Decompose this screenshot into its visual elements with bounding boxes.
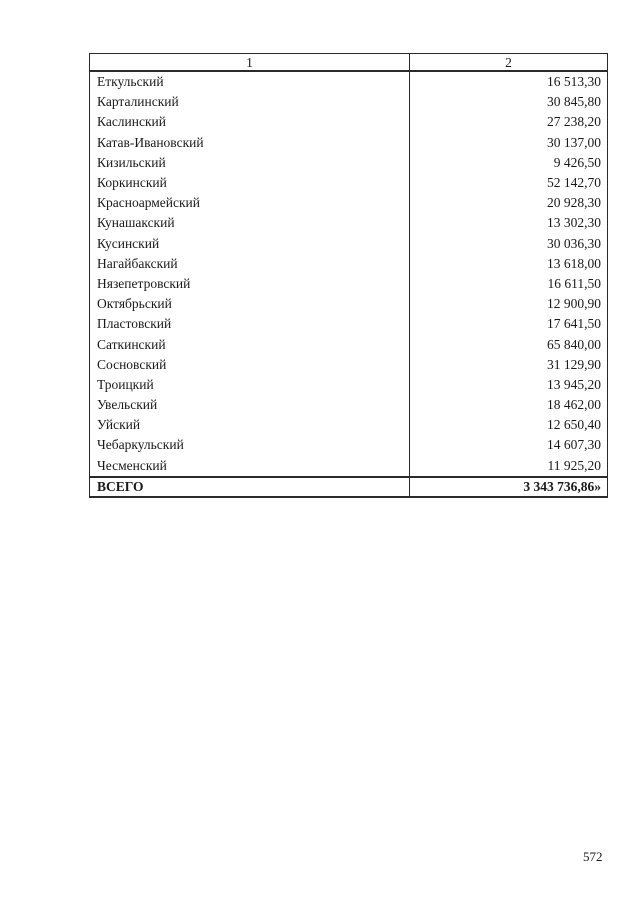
column-header-1: 1 [90, 54, 410, 72]
district-name: Чебаркульский [90, 435, 410, 455]
district-name: Коркинский [90, 173, 410, 193]
district-amount: 13 618,00 [410, 254, 608, 274]
table-row [90, 193, 608, 213]
district-amount: 65 840,00 [410, 334, 608, 354]
table-row [90, 254, 608, 274]
district-name: Нязепетровский [90, 274, 410, 294]
total-value: 3 343 736,86» [410, 477, 608, 497]
district-amount: 11 925,20 [410, 456, 608, 477]
total-row [90, 477, 608, 497]
district-amount: 16 513,30 [410, 71, 608, 92]
district-amount: 20 928,30 [410, 193, 608, 213]
district-amount: 12 900,90 [410, 294, 608, 314]
table-row [90, 375, 608, 395]
district-name: Октябрьский [90, 294, 410, 314]
district-amount: 13 945,20 [410, 375, 608, 395]
district-amount: 14 607,30 [410, 435, 608, 455]
district-amount: 52 142,70 [410, 173, 608, 193]
district-amount: 13 302,30 [410, 213, 608, 233]
table-row [90, 234, 608, 254]
district-name: Уйский [90, 415, 410, 435]
table-row [90, 355, 608, 375]
page-number: 572 [583, 849, 603, 864]
table-row [90, 173, 608, 193]
district-name: Каслинский [90, 112, 410, 132]
district-name: Троицкий [90, 375, 410, 395]
table-row [90, 314, 608, 334]
table-row [90, 456, 608, 477]
district-name: Сосновский [90, 355, 410, 375]
table-body [90, 71, 608, 477]
district-name: Кизильский [90, 153, 410, 173]
district-amount: 30 845,80 [410, 92, 608, 112]
header-row [90, 54, 608, 72]
district-name: Кусинский [90, 234, 410, 254]
district-name: Нагайбакский [90, 254, 410, 274]
district-name: Кунашакский [90, 213, 410, 233]
table-row [90, 415, 608, 435]
district-name: Красноармейский [90, 193, 410, 213]
district-name: Пластовский [90, 314, 410, 334]
district-amount: 17 641,50 [410, 314, 608, 334]
district-amount: 9 426,50 [410, 153, 608, 173]
table-row [90, 435, 608, 455]
district-name: Чесменский [90, 456, 410, 477]
table-row [90, 112, 608, 132]
district-name: Еткульский [90, 71, 410, 92]
district-name: Катав-Ивановский [90, 133, 410, 153]
table-row [90, 395, 608, 415]
budget-table [89, 53, 608, 498]
district-amount: 12 650,40 [410, 415, 608, 435]
table-row [90, 213, 608, 233]
table-row [90, 334, 608, 354]
table-row [90, 274, 608, 294]
district-amount: 30 137,00 [410, 133, 608, 153]
column-header-2: 2 [410, 54, 608, 72]
table-row [90, 153, 608, 173]
table-row [90, 294, 608, 314]
district-amount: 27 238,20 [410, 112, 608, 132]
district-name: Карталинский [90, 92, 410, 112]
district-name: Увельский [90, 395, 410, 415]
table-row [90, 71, 608, 92]
district-amount: 31 129,90 [410, 355, 608, 375]
total-label: ВСЕГО [90, 477, 410, 497]
district-amount: 16 611,50 [410, 274, 608, 294]
table-row [90, 133, 608, 153]
district-name: Саткинский [90, 334, 410, 354]
district-amount: 30 036,30 [410, 234, 608, 254]
district-amount: 18 462,00 [410, 395, 608, 415]
table-row [90, 92, 608, 112]
